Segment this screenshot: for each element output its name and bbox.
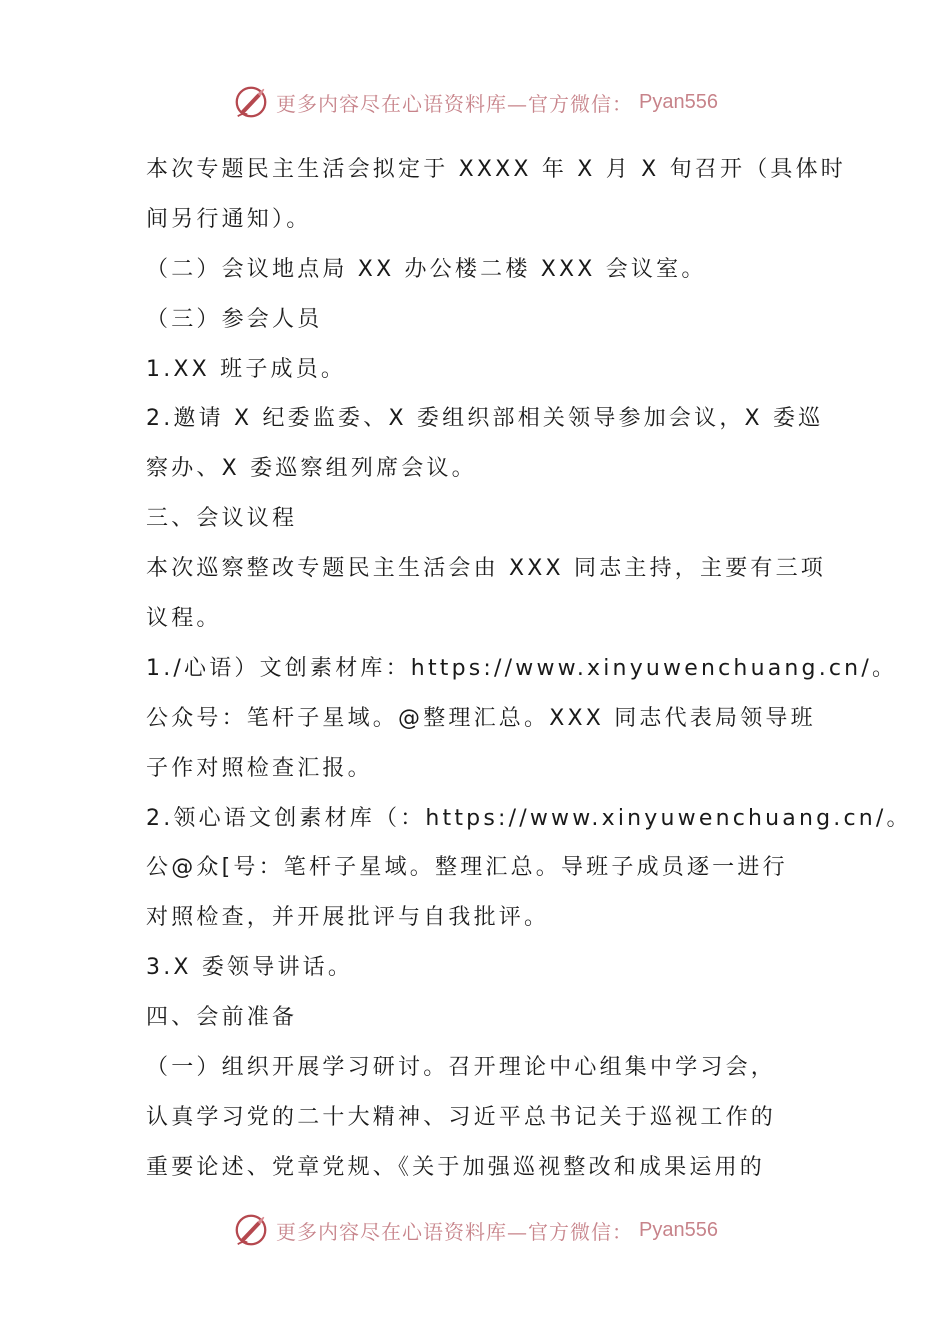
pen-logo-icon [232, 1211, 270, 1249]
text-line: 察办、X 委巡察组列席会议。 [146, 456, 477, 482]
section-heading: 四、会前准备 [146, 1005, 298, 1031]
text-line: 公@众[号：笔杆子星域。整理汇总。导班子成员逐一进行 [146, 855, 788, 881]
text-line: 公众号：笔杆子星域。@整理汇总。XXX 同志代表局领导班 [146, 705, 816, 731]
text-line: 2.领心语文创素材库（：https://www.xinyuwenchuang.cn/。 [146, 805, 912, 831]
header-watermark [0, 80, 950, 124]
text-line: （二）会议地点局 XX 办公楼二楼 XXX 会议室。 [146, 256, 707, 282]
text-line: 本次专题民主生活会拟定于 XXXX 年 X 月 X 旬召开（具体时 [146, 157, 846, 182]
text-line: 间另行通知）。 [146, 206, 312, 232]
pen-logo-icon [232, 83, 270, 121]
text-line: 认真学习党的二十大精神、习近平总书记关于巡视工作的 [146, 1104, 777, 1130]
text-line: （一）组织开展学习研讨。召开理论中心组集中学习会， [146, 1055, 777, 1081]
text-line: （三）参会人员 [146, 306, 323, 332]
text-line: 2.邀请 X 纪委监委、X 委组织部相关领导参加会议，X 委巡 [146, 406, 824, 432]
banner-text: 更多内容尽在心语资料库—官方微信： [276, 1219, 634, 1244]
text-line: 本次巡察整改专题民主生活会由 XXX 同志主持，主要有三项 [146, 556, 827, 582]
text-line: 1./心语）文创素材库：https://www.xinyuwenchuang.cn/。 [146, 655, 898, 681]
text-line: 子作对照检查汇报。 [146, 755, 373, 781]
footer-watermark [0, 1208, 950, 1252]
document-body [146, 145, 912, 1193]
text-line: 对照检查，并开展批评与自我批评。 [146, 905, 550, 931]
text-line: 1.XX 班子成员。 [146, 356, 347, 382]
text-line: 重要论述、党章党规、《关于加强巡视整改和成果运用的 [146, 1154, 766, 1180]
banner-text: 更多内容尽在心语资料库—官方微信： [276, 91, 634, 116]
banner-account: Pyan556 [639, 1218, 718, 1241]
section-heading: 三、会议议程 [146, 506, 298, 532]
text-line: 议程。 [146, 606, 222, 632]
text-line: 3.X 委领导讲话。 [146, 955, 354, 981]
banner-account: Pyan556 [639, 90, 718, 113]
